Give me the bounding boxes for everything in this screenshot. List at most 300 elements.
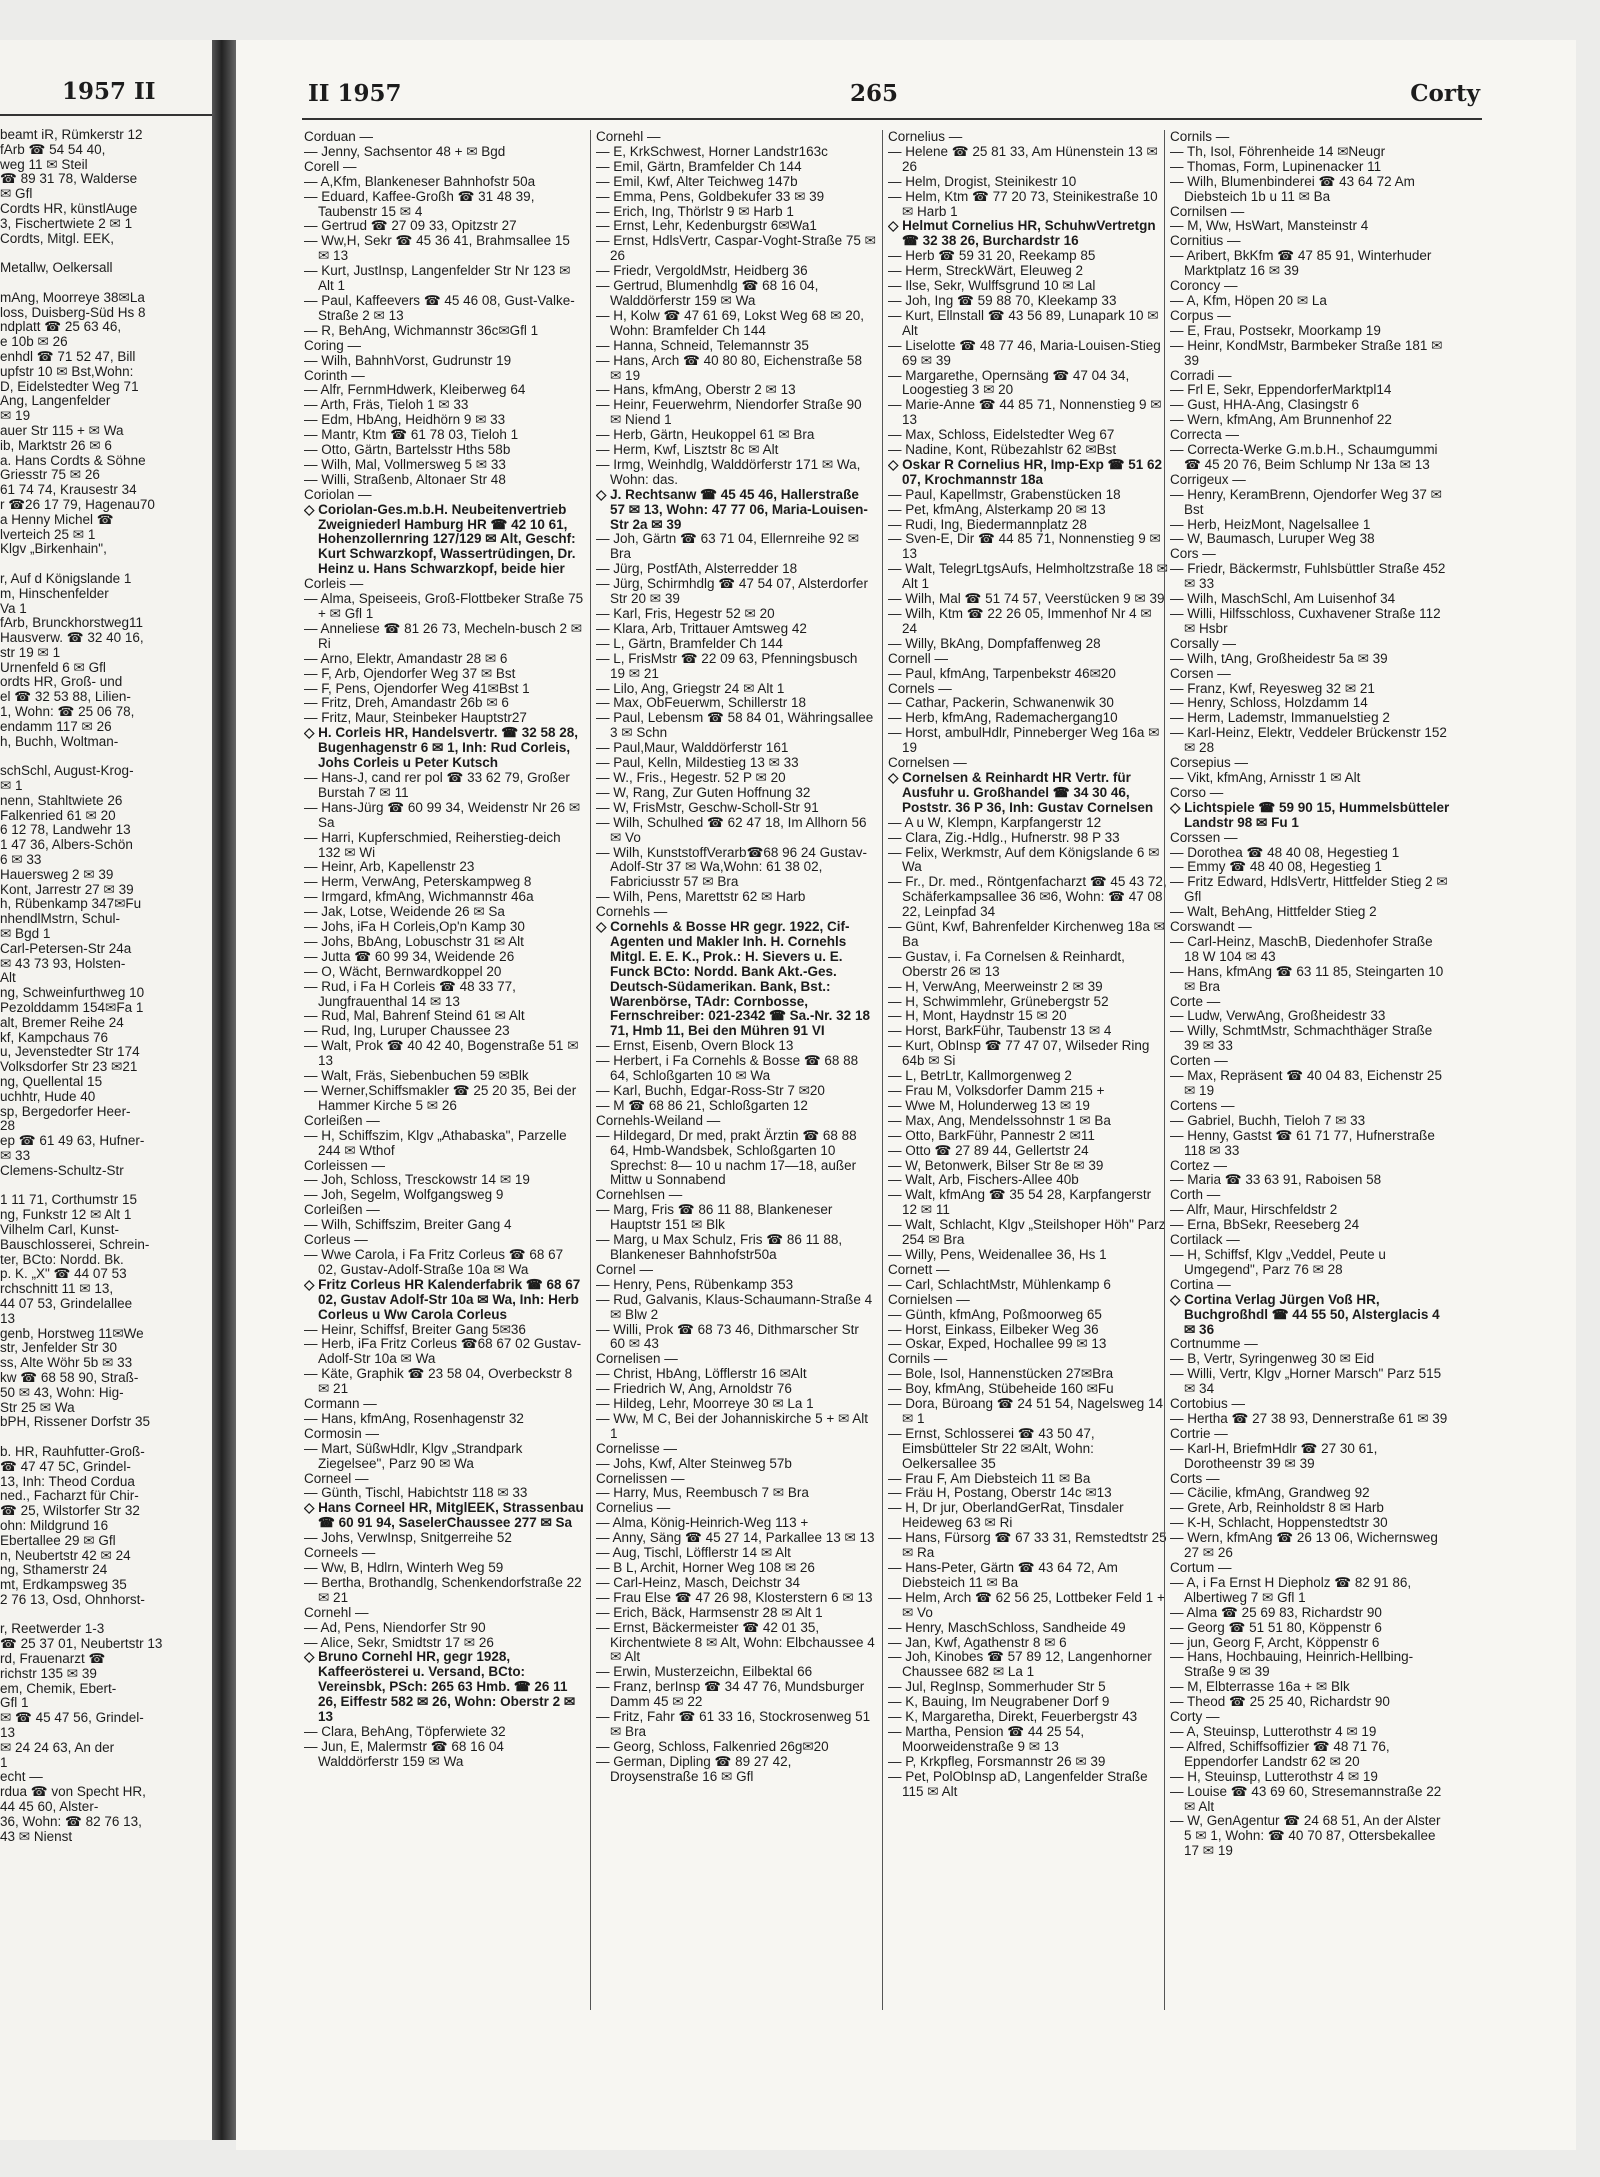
directory-entry: — Otto ☎ 27 89 44, Gellertstr 24: [888, 1142, 1089, 1158]
business-entry: ◇ Cornehls & Bosse HR gegr. 1922, Cif-Agenten und Makler Inh. H. Cornehls Mitgl. E. E. K., Prok.: H. Sievers u. E. Funck BCto: Nordd. Bank Akt.-Ges. Deutsch-Südamerikan. Bank, Bst.: Warenbörse, TAdr: Cornbosse, Fernschreiber: 021-2342 ☎ Sa.-Nr. 32 18 71, Hmb 11, Bei den Mühren 91 VI: [596, 919, 870, 1039]
directory-entry: — Wilh, Schulhed ☎ 62 47 18, Im Allhorn 56 ✉ Vo: [596, 814, 867, 845]
left-page-line: Ebertallee 29 ✉ Gfl: [0, 1533, 116, 1548]
directory-entry: — Walt, TelegrLtgsAufs, Helmholtzstraße 18 ✉ Alt 1: [888, 561, 1168, 592]
column-separator: [1164, 130, 1165, 2010]
directory-entry: — Georg, Schloss, Falkenried 26g✉20: [596, 1738, 829, 1754]
left-page-line: a Henny Michel ☎: [0, 512, 114, 527]
left-page-line: 61 74 74, Krausestr 34: [0, 483, 137, 498]
surname-heading: Correcta —: [1170, 427, 1240, 443]
left-page-line: 44 07 53, Grindelallee: [0, 1296, 133, 1311]
directory-entry: — Fritz Edward, HdlsVertr, Hittfelder Stieg 2 ✉ Gfl: [1170, 874, 1448, 905]
directory-entry: — Gustav, i. Fa Cornelsen & Reinhardt, Oberstr 26 ✉ 13: [888, 948, 1125, 979]
left-page-line: richstr 135 ✉ 39: [0, 1666, 97, 1681]
directory-entry: — Mantr, Ktm ☎ 61 78 03, Tieloh 1: [304, 427, 519, 443]
directory-entry: — Jak, Lotse, Weidende 26 ✉ Sa: [304, 904, 505, 920]
directory-entry: — Günth, Tischl, Habichtstr 118 ✉ 33: [304, 1485, 528, 1501]
directory-entry: — Paul, Kelln, Mildestieg 13 ✉ 33: [596, 755, 799, 771]
left-page-line: ep ☎ 61 49 63, Hufner-: [0, 1134, 145, 1149]
directory-entry: — Erich, Ing, Thörlstr 9 ✉ Harb 1: [596, 203, 794, 219]
left-page-line: [0, 1608, 208, 1623]
left-page-line: ☎ 25, Wilstorfer Str 32: [0, 1504, 140, 1519]
directory-entry: — Frl E, Sekr, EppendorferMarktpl14: [1170, 382, 1392, 398]
left-page-line: r, Reetwerder 1-3: [0, 1622, 105, 1637]
directory-entry: — Louise ☎ 43 69 60, Stresemannstraße 22 ✉ Alt: [1170, 1783, 1442, 1814]
directory-entry: — Clara, BehAng, Töpferwiete 32: [304, 1723, 506, 1739]
directory-entry: — Wilh, Pens, Marettstr 62 ✉ Harb: [596, 889, 806, 905]
surname-heading: Corty —: [1170, 1709, 1220, 1725]
directory-entry: — Rudi, Ing, Biedermannplatz 28: [888, 516, 1087, 532]
directory-entry: — L, FrisMstr ☎ 22 09 63, Pfenningsbusch 19 ✉ 21: [596, 650, 858, 681]
directory-entry: — Johs, VerwInsp, Snitgerreihe 52: [304, 1530, 512, 1546]
directory-entry: — Harry, Mus, Reembusch 7 ✉ Bra: [596, 1485, 809, 1501]
directory-entry: — Johs, BbAng, Lobuschstr 31 ✉ Alt: [304, 933, 524, 949]
directory-column-2: [596, 130, 876, 1785]
directory-entry: — Henny, Gastst ☎ 61 71 77, Hufnerstraße 118 ✉ 33: [1170, 1127, 1435, 1158]
directory-entry: — Hildeg, Lehr, Moorreye 30 ✉ La 1: [596, 1396, 814, 1412]
left-page-line: enhdl ☎ 71 52 47, Bill: [0, 349, 136, 364]
directory-entry: — Walt, Prok ☎ 40 42 40, Bogenstraße 51 ✉ 13: [304, 1038, 579, 1069]
directory-entry: — Herb ☎ 59 31 20, Reekamp 85: [888, 248, 1096, 264]
directory-entry: — Alfr, FernmHdwerk, Kleiberweg 64: [304, 382, 526, 398]
directory-entry: — L, Gärtn, Bramfelder Ch 144: [596, 635, 783, 651]
directory-entry: — Wwe M, Holunderweg 13 ✉ 19: [888, 1097, 1090, 1113]
directory-entry: — Hans, kfmAng, Rosenhagenstr 32: [304, 1410, 524, 1426]
business-entry: ◇ Fritz Corleus HR Kalenderfabrik ☎ 68 67 02, Gustav Adolf-Str 10a ✉ Wa, Inh: Herb Corleus u Ww Carola Corleus: [304, 1276, 581, 1322]
directory-entry: — Herbert, i Fa Cornehls & Bosse ☎ 68 88 64, Schloßgarten 10 ✉ Wa: [596, 1053, 859, 1084]
column-separator: [590, 130, 591, 2010]
directory-entry: — Hanna, Schneid, Telemannstr 35: [596, 337, 809, 353]
directory-entry: — Eduard, Kaffee-Großh ☎ 31 48 39, Taubenstr 15 ✉ 4: [304, 188, 535, 219]
directory-entry: — Willi, Vertr, Klgv „Horner Marsch" Parz 515 ✉ 34: [1170, 1366, 1442, 1397]
surname-heading: Corduan —: [304, 130, 374, 144]
directory-entry: — Hertha ☎ 27 38 93, Dennerstraße 61 ✉ 39: [1170, 1410, 1448, 1426]
left-page-line: ndplatt ☎ 25 63 46,: [0, 320, 122, 335]
directory-entry: — B L, Archit, Horner Weg 108 ✉ 26: [596, 1560, 815, 1575]
directory-entry: — Grete, Arb, Reinholdstr 8 ✉ Harb: [1170, 1500, 1384, 1516]
left-page-line: mAng, Moorreye 38✉La: [0, 290, 145, 305]
page-header-volume-year: II 1957: [308, 80, 402, 107]
directory-entry: — Ww,H, Sekr ☎ 45 36 41, Brahmsallee 15 ✉ 13: [304, 233, 570, 264]
directory-entry: — Klara, Arb, Trittauer Amtsweg 42: [596, 620, 807, 636]
directory-entry: — Johs, Kwf, Alter Steinweg 57b: [596, 1455, 792, 1471]
surname-heading: Coring —: [304, 337, 362, 353]
business-entry: ◇ Helmut Cornelius HR, SchuhwVertretgn ☎ 32 38 26, Burchardstr 16: [888, 218, 1156, 249]
directory-entry: — Christ, HbAng, Löfflerstr 16 ✉Alt: [596, 1366, 807, 1382]
directory-entry: — Hans, kfmAng, Oberstr 2 ✉ 13: [596, 382, 796, 398]
directory-entry: — jun, Georg F, Archt, Köppenstr 6: [1170, 1634, 1380, 1650]
directory-entry: — Dorothea ☎ 48 40 08, Hegestieg 1: [1170, 844, 1400, 860]
left-page-line: 44 45 60, Alster-: [0, 1800, 99, 1815]
directory-entry: — Günth, kfmAng, Poßmoorweg 65: [888, 1306, 1102, 1322]
directory-entry: — H, Mont, Haydnstr 15 ✉ 20: [888, 1008, 1067, 1024]
directory-entry: — F, Arb, Ojendorfer Weg 37 ✉ Bst: [304, 665, 516, 681]
directory-entry: — Franz, berInsp ☎ 34 47 76, Mundsburger Damm 45 ✉ 22: [596, 1679, 865, 1710]
left-page-line: ✉ Gfl: [0, 187, 33, 202]
left-page-line: schSchl, August-Krog-: [0, 764, 134, 779]
directory-entry: — Kurt, Ellnstall ☎ 43 56 89, Lunapark 10 ✉ Alt: [888, 307, 1159, 338]
directory-entry: — Frau M, Volksdorfer Damm 215 +: [888, 1083, 1105, 1098]
directory-entry: — M, Ww, HsWart, Mansteinstr 4: [1170, 218, 1369, 234]
surname-heading: Coroncy —: [1170, 278, 1238, 294]
surname-heading: Cornils —: [888, 1351, 948, 1367]
directory-entry: — Jürg, PostfAth, Alsterredder 18: [596, 561, 798, 577]
left-page-line: ✉ 19: [0, 409, 31, 424]
left-page-line: upfstr 10 ✉ Bst,Wohn:: [0, 364, 134, 379]
directory-column-3: [888, 130, 1168, 1800]
directory-entry: — Henry, Schloss, Holzdamm 14: [1170, 695, 1368, 711]
left-page-line: ib, Marktstr 26 ✉ 6: [0, 438, 112, 453]
left-page-line: 2 76 13, Osd, Ohnhorst-: [0, 1592, 145, 1607]
directory-entry: — Karl, Fris, Hegestr 52 ✉ 20: [596, 606, 775, 621]
surname-heading: Cornelissen —: [596, 1470, 685, 1486]
directory-entry: — Kurt, JustInsp, Langenfelder Str Nr 123 ✉ Alt 1: [304, 263, 571, 294]
directory-entry: — Heinr, KondMstr, Barmbeker Straße 181 ✉ 39: [1170, 337, 1443, 368]
surname-heading: Cornils —: [1170, 130, 1230, 144]
column-separator: [882, 130, 883, 2010]
directory-entry: — Emil, Gärtn, Bramfelder Ch 144: [596, 158, 802, 174]
directory-entry: — Rud, Galvanis, Klaus-Schaumann-Straße 4 ✉ Blw 2: [596, 1291, 873, 1322]
left-page-line: bPH, Rissener Dorfstr 35: [0, 1415, 151, 1430]
left-page-line: kf, Kampchaus 76: [0, 1030, 109, 1045]
left-page-line: 13: [0, 1311, 16, 1326]
directory-entry: — Wilh, KunststoffVerarb☎68 96 24 Gustav-Adolf-Str 37 ✉ Wa,Wohn: 61 38 02, Fabriciusstr 57 ✉ Bra: [596, 844, 867, 890]
directory-entry: — Jan, Kwf, Agathenstr 8 ✉ 6: [888, 1634, 1067, 1650]
directory-entry: — Joh, Schloss, Tresckowstr 14 ✉ 19: [304, 1172, 530, 1188]
directory-entry: — Herb, Gärtn, Heukoppel 61 ✉ Bra: [596, 427, 815, 443]
directory-entry: — Marie-Anne ☎ 44 85 71, Nonnenstieg 9 ✉ 13: [888, 397, 1162, 428]
directory-column-1: [304, 130, 584, 1770]
directory-entry: — German, Dipling ☎ 89 27 42, Droysenstraße 16 ✉ Gfl: [596, 1753, 792, 1784]
directory-entry: — Gertrud ☎ 27 09 33, Opitzstr 27: [304, 218, 517, 234]
directory-entry: — Walt, kfmAng ☎ 35 54 28, Karpfangerstr 12 ✉ 11: [888, 1187, 1152, 1218]
left-page-line: Vilhelm Carl, Kunst-: [0, 1222, 120, 1237]
left-page-line: r, Auf d Königslande 1: [0, 571, 132, 586]
directory-entry: — Walt, BehAng, Hittfelder Stieg 2: [1170, 904, 1377, 920]
left-page-line: ☎ 25 37 01, Neubertstr 13: [0, 1637, 163, 1652]
surname-heading: Cortens —: [1170, 1097, 1235, 1113]
surname-heading: Corsally —: [1170, 635, 1237, 651]
left-page-line: mt, Erdkampsweg 35: [0, 1578, 127, 1593]
directory-entry: — Vikt, kfmAng, Arnisstr 1 ✉ Alt: [1170, 769, 1361, 785]
business-entry: ◇ Hans Corneel HR, MitglEEK, Strassenbau ☎ 60 91 94, SaselerChaussee 277 ✉ Sa: [304, 1500, 584, 1531]
directory-entry: — Paul, Lebensm ☎ 58 84 01, Währingsallee 3 ✉ Schn: [596, 710, 874, 741]
left-page-line: ng, Quellental 15: [0, 1075, 103, 1089]
directory-entry: — Margarethe, Opernsäng ☎ 47 04 34, Loogestieg 3 ✉ 20: [888, 367, 1130, 398]
left-page-header: 1957 II: [62, 78, 156, 105]
directory-entry: — Ernst, Bäckermeister ☎ 42 01 35, Kirchentwiete 8 ✉ Alt, Wohn: Elbchaussee 4 ✉ Alt: [596, 1619, 875, 1665]
left-page-line: auer Str 115 + ✉ Wa: [0, 423, 124, 438]
surname-heading: Corth —: [1170, 1187, 1221, 1203]
left-page-line: [0, 276, 208, 291]
directory-entry: — Herm, VerwAng, Peterskampweg 8: [304, 874, 532, 890]
directory-entry: — Alfred, Schiffsoffizier ☎ 48 71 76, Eppendorfer Landstr 62 ✉ 20: [1170, 1738, 1390, 1769]
left-page-line: Metallw, Oelkersall: [0, 261, 113, 276]
directory-entry: — Joh, Gärtn ☎ 63 71 04, Ellernreihe 92 ✉ Bra: [596, 531, 860, 562]
directory-entry: — Felix, Werkmstr, Auf dem Königslande 6 ✉ Wa: [888, 844, 1160, 875]
left-page-line: str 19 ✉ 1: [0, 645, 61, 660]
surname-heading: Cornelisse —: [596, 1440, 678, 1456]
surname-heading: Corell —: [304, 158, 357, 174]
surname-heading: Cormann —: [304, 1396, 377, 1412]
directory-entry: — Herb, HeizMont, Nagelsallee 1: [1170, 516, 1371, 532]
directory-entry: — Frau Else ☎ 47 26 98, Klosterstern 6 ✉ 13: [596, 1589, 873, 1605]
directory-entry: — Paul, kfmAng, Tarpenbekstr 46✉20: [888, 665, 1116, 681]
directory-entry: — Herm, StreckWärt, Eleuweg 2: [888, 263, 1084, 279]
directory-entry: — Arth, Fräs, Tieloh 1 ✉ 33: [304, 397, 469, 413]
directory-entry: — Jun, E, Malermstr ☎ 68 16 04 Walddörferstr 159 ✉ Wa: [304, 1738, 504, 1769]
left-page-line: 1, Wohn: ☎ 25 06 78,: [0, 705, 135, 720]
left-page-line: Gfl 1: [0, 1696, 29, 1711]
surname-heading: Corrigeux —: [1170, 471, 1246, 487]
left-page-line: str, Jenfelder Str 30: [0, 1341, 118, 1356]
directory-entry: — W, Rang, Zur Guten Hoffnung 32: [596, 784, 811, 800]
directory-entry: — Erna, BbSekr, Reeseberg 24: [1170, 1217, 1360, 1233]
left-page-line: ✉ 1: [0, 779, 23, 794]
left-page-line: ss, Alte Wöhr 5b ✉ 33: [0, 1356, 133, 1371]
left-page-line: 6 12 78, Landwehr 13: [0, 823, 131, 838]
surname-heading: Cornehl —: [304, 1604, 369, 1620]
surname-heading: Cortnumme —: [1170, 1336, 1258, 1352]
surname-heading: Corneels —: [304, 1545, 376, 1561]
directory-entry: — Walt, Schlacht, Klgv „Steilshoper Höh" Parz 254 ✉ Bra: [888, 1217, 1166, 1248]
directory-entry: — A,Kfm, Blankeneser Bahnhofstr 50a: [304, 173, 536, 189]
left-page-line: ng, Funkstr 12 ✉ Alt 1: [0, 1208, 132, 1223]
directory-entry: — M, Elbterrasse 16a + ✉ Blk: [1170, 1679, 1350, 1695]
page-number: 265: [850, 80, 899, 107]
directory-entry: — Karl-H, BriefmHdlr ☎ 27 30 61, Dorotheenstr 39 ✉ 39: [1170, 1440, 1378, 1471]
directory-entry: — A u W, Klempn, Karpfangerstr 12: [888, 814, 1102, 830]
directory-entry: — Carl, SchlachtMstr, Mühlenkamp 6: [888, 1276, 1111, 1292]
left-page-line: 1 11 71, Corthumstr 15: [0, 1193, 138, 1208]
directory-entry: — Ernst, Eisenb, Overn Block 13: [596, 1038, 794, 1054]
directory-entry: — Edm, HbAng, Heidhörn 9 ✉ 33: [304, 412, 506, 428]
directory-entry: — Willy, Pens, Weidenallee 36, Hs 1: [888, 1246, 1107, 1262]
directory-entry: — Walt, Fräs, Siebenbuchen 59 ✉Blk: [304, 1068, 529, 1084]
surname-heading: Cornehls-Weiland —: [596, 1112, 721, 1128]
left-page-line: ✉ ☎ 45 47 56, Grindel-: [0, 1711, 144, 1726]
directory-entry: — Anny, Säng ☎ 45 27 14, Parkallee 13 ✉ 13: [596, 1530, 875, 1546]
left-page-line: Carl-Petersen-Str 24a: [0, 941, 132, 956]
left-page-line: ☎ 47 47 5C, Grindel-: [0, 1459, 131, 1474]
left-page-line: e 10b ✉ 26: [0, 335, 68, 350]
directory-entry: — Hans, Hochbauing, Heinrich-Hellbing-Straße 9 ✉ 39: [1170, 1649, 1414, 1680]
left-page-line: Ang, Langenfelder: [0, 394, 111, 409]
directory-entry: — Herb, kfmAng, Rademachergang10: [888, 710, 1118, 726]
surname-heading: Cornehlsen —: [596, 1187, 683, 1203]
directory-entry: — Correcta-Werke G.m.b.H., Schaumgummi ☎ 45 20 76, Beim Schlump Nr 13a ✉ 13: [1170, 442, 1438, 472]
left-header-rule: [0, 114, 212, 116]
book-gutter: [212, 40, 236, 2140]
surname-heading: Cortum —: [1170, 1560, 1232, 1575]
directory-entry: — Ludw, VerwAng, Großheidestr 33: [1170, 1008, 1386, 1024]
directory-entry: — Fräu H, Postang, Oberstr 14c ✉13: [888, 1485, 1112, 1501]
directory-entry: — H, Schiffszim, Klgv „Athabaska", Parzelle 244 ✉ Wthof: [304, 1127, 567, 1158]
directory-entry: — Boy, kfmAng, Stübeheide 160 ✉Fu: [888, 1381, 1114, 1397]
directory-entry: — Alma ☎ 25 69 83, Richardstr 90: [1170, 1604, 1382, 1620]
directory-entry: — W, GenAgentur ☎ 24 68 51, An der Alster 5 ✉ 1, Wohn: ☎ 40 70 87, Ottersbekallee 17 ✉ 19: [1170, 1813, 1441, 1859]
directory-entry: — Jürg, Schirmhdlg ☎ 47 54 07, Alsterdorfer Str 20 ✉ 39: [596, 576, 868, 607]
surname-heading: Cortobius —: [1170, 1396, 1246, 1412]
directory-entry: — Alma, König-Heinrich-Weg 113 +: [596, 1515, 809, 1531]
left-page-line: Pezolddamm 154✉Fa 1: [0, 1001, 144, 1016]
directory-entry: — Alice, Sekr, Smidtstr 17 ✉ 26: [304, 1634, 494, 1650]
directory-entry: — Gabriel, Buchh, Tieloh 7 ✉ 33: [1170, 1112, 1366, 1128]
surname-heading: Cortez —: [1170, 1157, 1228, 1173]
directory-entry: — Walt, Arb, Fischers-Allee 40b: [888, 1172, 1079, 1188]
directory-entry: — Emma, Pens, Goldbekufer 33 ✉ 39: [596, 188, 825, 204]
directory-entry: — R, BehAng, Wichmannstr 36c✉Gfl 1: [304, 322, 539, 338]
left-page-line: endamm 117 ✉ 26: [0, 719, 112, 734]
directory-entry: — Wilh, Blumenbinderei ☎ 43 64 72 Am Diebsteich 1b u 11 ✉ Ba: [1170, 173, 1415, 204]
left-page-line: ✉ 33: [0, 1148, 31, 1163]
directory-entry: — Hildegard, Dr med, prakt Ärztin ☎ 68 88 64, Hmb-Wandsbek, Schloßgarten 10 Sprechst: 8— 10 u nachm 17—18, außer Mittw u Sonnabend: [596, 1127, 857, 1188]
directory-entry: — Rud, Ing, Luruper Chaussee 23: [304, 1023, 510, 1039]
directory-column-4: [1170, 130, 1450, 1859]
directory-entry: — Wern, kfmAng ☎ 26 13 06, Wichernsweg 27 ✉ 26: [1170, 1530, 1438, 1561]
directory-entry: — Wilh, tAng, Großheidestr 5a ✉ 39: [1170, 650, 1388, 666]
directory-entry: — Helm, Drogist, Steinikestr 10: [888, 173, 1077, 189]
directory-entry: — Anneliese ☎ 81 26 73, Mecheln-busch 2 ✉ Ri: [304, 620, 583, 651]
surname-heading: Corradi —: [1170, 367, 1232, 383]
directory-entry: — Carl-Heinz, Masch, Deichstr 34: [596, 1574, 801, 1590]
left-page-line: ✉ 24 24 63, An der: [0, 1740, 115, 1755]
directory-entry: — K, Bauing, Im Neugrabener Dorf 9: [888, 1694, 1110, 1710]
directory-entry: — A, Steuinsp, Lutterothstr 4 ✉ 19: [1170, 1723, 1377, 1739]
left-page-line: m, Hinschenfelder: [0, 586, 109, 601]
surname-heading: Cornels —: [888, 680, 952, 696]
left-page-line: Hausverw. ☎ 32 40 16,: [0, 631, 144, 646]
directory-entry: — Günt, Kwf, Bahrenfelder Kirchenweg 18a ✉ Ba: [888, 919, 1165, 949]
surname-heading: Cornett —: [888, 1261, 950, 1277]
directory-entry: — Wilh, Mal ☎ 51 74 57, Veerstücken 9 ✉ 39: [888, 591, 1165, 607]
directory-entry: — Aribert, BkKfm ☎ 47 85 91, Winterhuder Marktplatz 16 ✉ 39: [1170, 248, 1432, 279]
directory-entry: — Herm, Lademstr, Immanuelstieg 2: [1170, 710, 1390, 726]
directory-entry: — W, Baumasch, Luruper Weg 38: [1170, 531, 1375, 547]
directory-entry: — Wwe Carola, i Fa Fritz Corleus ☎ 68 67 02, Gustav-Adolf-Straße 10a ✉ Wa: [304, 1246, 564, 1277]
directory-entry: — Joh, Ing ☎ 59 88 70, Kleekamp 33: [888, 292, 1117, 308]
left-page-line: rchschnitt 11 ✉ 13,: [0, 1282, 114, 1297]
surname-heading: Cornehl —: [596, 130, 661, 144]
directory-entry: — Karl, Buchh, Edgar-Ross-Str 7 ✉20: [596, 1083, 825, 1098]
left-page-line: Clemens-Schultz-Str: [0, 1163, 124, 1178]
directory-entry: — Johs, iFa H Corleis,Op'n Kamp 30: [304, 919, 525, 935]
directory-entry: — Willy, SchmtMstr, Schmachthäger Straße 39 ✉ 33: [1170, 1023, 1433, 1054]
left-page-line: Hauersweg 2 ✉ 39: [0, 867, 114, 882]
directory-entry: — Oskar, Exped, Hochallee 99 ✉ 13: [888, 1336, 1107, 1352]
directory-entry: — Rud, i Fa H Corleis ☎ 48 33 77, Jungfrauenthal 14 ✉ 13: [304, 978, 516, 1009]
left-page-line: [0, 1430, 208, 1445]
directory-entry: — Pet, kfmAng, Alsterkamp 20 ✉ 13: [888, 501, 1106, 517]
directory-entry: — Gertrud, Blumenhdlg ☎ 68 16 04, Walddörferstr 159 ✉ Wa: [596, 278, 819, 308]
directory-entry: — Gust, HHA-Ang, Clasingstr 6: [1170, 397, 1360, 413]
directory-entry: — H, Schiffsf, Klgv „Veddel, Peute u Umgegend", Parz 76 ✉ 28: [1170, 1246, 1386, 1277]
directory-entry: — Werner,Schiffsmakler ☎ 25 20 35, Bei der Hammer Kirche 5 ✉ 26: [304, 1083, 577, 1113]
left-page-line: fArb ☎ 54 54 40,: [0, 142, 106, 157]
left-page-line: Klgv „Birkenhain",: [0, 542, 107, 557]
directory-entry: — Martha, Pension ☎ 44 25 54, Moorweidenstraße 9 ✉ 13: [888, 1723, 1085, 1754]
directory-entry: — Alma, Speiseeis, Groß-Flottbeker Straße 75 + ✉ Gfl 1: [304, 591, 584, 621]
left-page-line: beamt iR, Rümkerstr 12: [0, 128, 143, 142]
left-page-line: 43 ✉ Nienst: [0, 1829, 73, 1844]
directory-entry: — Cathar, Packerin, Schwanenwik 30: [888, 695, 1114, 711]
directory-entry: — P, Krkpfleg, Forsmannstr 26 ✉ 39: [888, 1753, 1106, 1769]
directory-entry: — Marg, u Max Schulz, Fris ☎ 86 11 88, Blankeneser Bahnhofstr50a: [596, 1232, 843, 1262]
directory-entry: — E, KrkSchwest, Horner Landstr163c: [596, 143, 828, 159]
left-page-line: 28: [0, 1119, 16, 1134]
surname-heading: Cormosin —: [304, 1425, 380, 1441]
surname-heading: Cornell —: [888, 650, 949, 666]
directory-entry: — Friedr, VergoldMstr, Heidberg 36: [596, 263, 808, 279]
directory-entry: — Cäcilie, kfmAng, Grandweg 92: [1170, 1485, 1370, 1501]
directory-entry: — Bertha, Brothandlg, Schenkendorfstraße 22 ✉ 21: [304, 1574, 582, 1605]
surname-heading: Cornelius —: [888, 130, 963, 144]
surname-heading: Cornelsen —: [888, 755, 967, 771]
surname-heading: Coriolan —: [304, 486, 372, 502]
surname-heading: Cortrie —: [1170, 1425, 1228, 1441]
directory-entry: — Willy, BkAng, Dompfaffenweg 28: [888, 635, 1101, 651]
directory-entry: — H, Kolw ☎ 47 61 69, Lokst Weg 68 ✉ 20, Wohn: Bramfelder Ch 144: [596, 307, 865, 338]
left-page-line: Urnenfeld 6 ✉ Gfl: [0, 660, 106, 675]
directory-entry: — Emmy ☎ 48 40 08, Hegestieg 1: [1170, 859, 1382, 875]
surname-heading: Corleißen —: [304, 1202, 380, 1218]
directory-entry: — Arno, Elektr, Amandastr 28 ✉ 6: [304, 650, 508, 666]
directory-entry: — Irmgard, kfmAng, Wichmannstr 46a: [304, 889, 534, 905]
left-page-line: Bauschlosserei, Schrein-: [0, 1237, 150, 1252]
left-page-line: rd, Frauenarzt ☎: [0, 1652, 106, 1667]
directory-entry: — Franz, Kwf, Reyesweg 32 ✉ 21: [1170, 680, 1375, 696]
left-page-line: Kont, Jarrestr 27 ✉ 39: [0, 882, 134, 897]
surname-heading: Corleus —: [304, 1232, 368, 1248]
directory-entry: — Ww, M C, Bei der Johanniskirche 5 + ✉ Alt 1: [596, 1410, 869, 1441]
directory-entry: — Friedrich W, Ang, Arnoldstr 76: [596, 1381, 792, 1397]
left-page-line: 13, Inh: Theod Cordua: [0, 1474, 135, 1489]
left-page-line: ter, BCto: Nordd. Bk.: [0, 1252, 124, 1267]
left-page-line: b. HR, Rauhfutter-Groß-: [0, 1444, 145, 1459]
directory-entry: — Horst, BarkFühr, Taubenstr 13 ✉ 4: [888, 1023, 1112, 1039]
directory-entry: — Heinr, Arb, Kapellenstr 23: [304, 859, 475, 875]
directory-entry: — Herb, iFa Fritz Corleus ☎68 67 02 Gustav-Adolf-Str 10a ✉ Wa: [304, 1336, 582, 1367]
left-page-text: [0, 128, 208, 1844]
directory-entry: — Otto, BarkFühr, Pannestr 2 ✉11: [888, 1127, 1095, 1143]
left-page-line: sp, Bergedorfer Heer-: [0, 1104, 131, 1119]
directory-entry: — Heinr, Feuerwehrm, Niendorfer Straße 90 ✉ Niend 1: [596, 397, 862, 428]
left-page-line: em, Chemik, Ebert-: [0, 1681, 117, 1696]
directory-entry: — Erich, Bäck, Harmsenstr 28 ✉ Alt 1: [596, 1604, 823, 1620]
left-page-line: Alt: [0, 971, 16, 986]
surname-heading: Corte —: [1170, 993, 1221, 1009]
directory-entry: — E, Frau, Postsekr, Moorkamp 19: [1170, 322, 1381, 338]
directory-entry: — Max, ObFeuerwm, Schillerstr 18: [596, 695, 807, 711]
directory-entry: — Wilh, Mal, Vollmersweg 5 ✉ 33: [304, 456, 506, 472]
left-page-line: fArb, Brunckhorstweg11: [0, 616, 144, 631]
directory-entry: — A, Kfm, Höpen 20 ✉ La: [1170, 292, 1327, 308]
directory-entry: — Alfr, Maur, Hirschfeldstr 2: [1170, 1202, 1338, 1218]
directory-entry: — W., Fris., Hegestr. 52 P ✉ 20: [596, 769, 786, 785]
business-entry: ◇ Oskar R Cornelius HR, Imp-Exp ☎ 51 62 07, Krochmannstr 18a: [888, 456, 1163, 487]
directory-entry: — Rud, Mal, Bahrenf Steind 61 ✉ Alt: [304, 1008, 525, 1024]
directory-entry: — B, Vertr, Syringenweg 30 ✉ Eid: [1170, 1351, 1375, 1367]
left-page-line: h, Rübenkamp 347✉Fu: [0, 897, 142, 912]
directory-entry: — Fritz, Dreh, Amandastr 26b ✉ 6: [304, 695, 509, 711]
directory-entry: — Sven-E, Dir ☎ 44 85 71, Nonnenstieg 9 ✉ 13: [888, 531, 1161, 562]
directory-entry: — Paul,Maur, Walddörferstr 161: [596, 740, 789, 756]
business-entry: ◇ Coriolan-Ges.m.b.H. Neubeitenvertrieb Zweigniederl Hamburg HR ☎ 42 10 61, Hohenzollernring 127/129 ✉ Alt, Geschf: Kurt Schwarzkopf, Wassertrüdingen, Dr. Heinz u. Hans Schwarzkopf, beide hier: [304, 501, 576, 577]
surname-heading: Cortina —: [1170, 1276, 1231, 1292]
left-page-line: nenn, Stahltwiete 26: [0, 793, 123, 808]
left-page-line: 36, Wohn: ☎ 82 76 13,: [0, 1814, 142, 1829]
directory-entry: — Mart, SüßwHdlr, Klgv „Strandpark Ziegelsee", Parz 90 ✉ Wa: [304, 1440, 523, 1471]
surname-heading: Corsen —: [1170, 665, 1231, 681]
